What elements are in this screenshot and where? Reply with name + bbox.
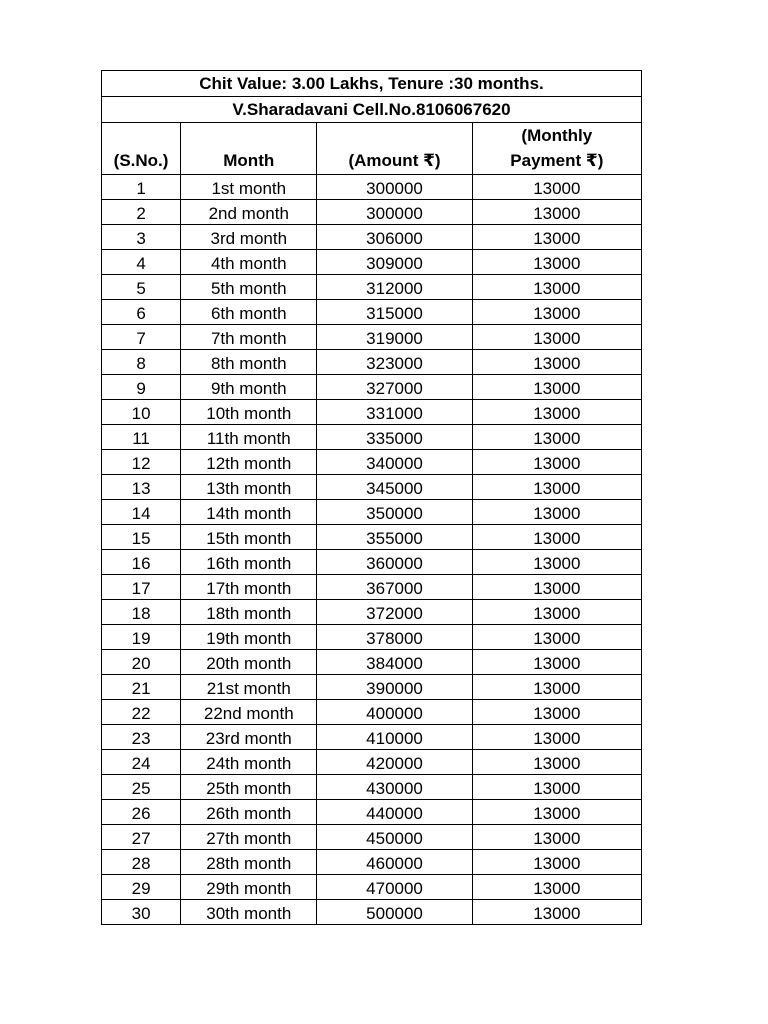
cell-month: 24th month — [181, 750, 317, 775]
cell-monthly-payment: 13000 — [472, 175, 641, 200]
cell-monthly-payment: 13000 — [472, 825, 641, 850]
title-row — [102, 71, 642, 97]
cell-monthly-payment: 13000 — [472, 400, 641, 425]
cell-sno: 8 — [102, 350, 181, 375]
cell-amount: 350000 — [317, 500, 472, 525]
cell-monthly-payment: 13000 — [472, 600, 641, 625]
table-row — [102, 575, 642, 600]
cell-sno: 2 — [102, 200, 181, 225]
cell-sno: 27 — [102, 825, 181, 850]
table-row — [102, 900, 642, 925]
cell-amount: 315000 — [317, 300, 472, 325]
table-row — [102, 175, 642, 200]
cell-monthly-payment: 13000 — [472, 725, 641, 750]
table-row — [102, 500, 642, 525]
cell-sno: 6 — [102, 300, 181, 325]
cell-monthly-payment: 13000 — [472, 875, 641, 900]
table-row — [102, 225, 642, 250]
cell-amount: 355000 — [317, 525, 472, 550]
cell-amount: 384000 — [317, 650, 472, 675]
cell-monthly-payment: 13000 — [472, 325, 641, 350]
cell-sno: 28 — [102, 850, 181, 875]
cell-month: 25th month — [181, 775, 317, 800]
cell-monthly-payment: 13000 — [472, 750, 641, 775]
table-row — [102, 350, 642, 375]
table-row — [102, 550, 642, 575]
table-row — [102, 700, 642, 725]
cell-sno: 17 — [102, 575, 181, 600]
table-row — [102, 300, 642, 325]
table-row — [102, 400, 642, 425]
cell-monthly-payment: 13000 — [472, 775, 641, 800]
table-row — [102, 875, 642, 900]
table-row — [102, 775, 642, 800]
cell-monthly-payment: 13000 — [472, 425, 641, 450]
cell-monthly-payment: 13000 — [472, 475, 641, 500]
table-row — [102, 450, 642, 475]
cell-month: 30th month — [181, 900, 317, 925]
cell-amount: 331000 — [317, 400, 472, 425]
cell-sno: 4 — [102, 250, 181, 275]
cell-month: 4th month — [181, 250, 317, 275]
cell-month: 29th month — [181, 875, 317, 900]
cell-month: 12th month — [181, 450, 317, 475]
cell-monthly-payment: 13000 — [472, 300, 641, 325]
cell-amount: 430000 — [317, 775, 472, 800]
table-row — [102, 725, 642, 750]
table-row — [102, 600, 642, 625]
cell-amount: 460000 — [317, 850, 472, 875]
table-row — [102, 750, 642, 775]
cell-amount: 470000 — [317, 875, 472, 900]
header-payment-line-2: Payment ₹) — [510, 151, 604, 170]
cell-sno: 10 — [102, 400, 181, 425]
cell-monthly-payment: 13000 — [472, 900, 641, 925]
cell-monthly-payment: 13000 — [472, 225, 641, 250]
cell-sno: 11 — [102, 425, 181, 450]
cell-monthly-payment: 13000 — [472, 525, 641, 550]
cell-month: 7th month — [181, 325, 317, 350]
cell-month: 26th month — [181, 800, 317, 825]
table-row — [102, 825, 642, 850]
cell-sno: 5 — [102, 275, 181, 300]
cell-monthly-payment: 13000 — [472, 675, 641, 700]
header-sno: (S.No.) — [102, 123, 181, 175]
cell-amount: 367000 — [317, 575, 472, 600]
cell-month: 11th month — [181, 425, 317, 450]
cell-month: 1st month — [181, 175, 317, 200]
table-row — [102, 850, 642, 875]
header-monthly-payment — [472, 123, 641, 175]
cell-amount: 345000 — [317, 475, 472, 500]
cell-month: 17th month — [181, 575, 317, 600]
contact-row — [102, 97, 642, 123]
cell-sno: 30 — [102, 900, 181, 925]
cell-month: 19th month — [181, 625, 317, 650]
cell-monthly-payment: 13000 — [472, 200, 641, 225]
cell-monthly-payment: 13000 — [472, 275, 641, 300]
cell-sno: 20 — [102, 650, 181, 675]
header-payment-line-1: (Monthly — [521, 126, 593, 145]
table-row — [102, 425, 642, 450]
table-row — [102, 525, 642, 550]
cell-amount: 360000 — [317, 550, 472, 575]
cell-sno: 21 — [102, 675, 181, 700]
cell-sno: 26 — [102, 800, 181, 825]
cell-month: 20th month — [181, 650, 317, 675]
cell-sno: 24 — [102, 750, 181, 775]
table-row — [102, 625, 642, 650]
cell-amount: 390000 — [317, 675, 472, 700]
cell-amount: 300000 — [317, 175, 472, 200]
cell-amount: 450000 — [317, 825, 472, 850]
cell-monthly-payment: 13000 — [472, 625, 641, 650]
header-month: Month — [181, 123, 317, 175]
cell-amount: 372000 — [317, 600, 472, 625]
table-row — [102, 375, 642, 400]
cell-sno: 18 — [102, 600, 181, 625]
table-row — [102, 275, 642, 300]
cell-sno: 9 — [102, 375, 181, 400]
table-row — [102, 200, 642, 225]
cell-sno: 13 — [102, 475, 181, 500]
table-row — [102, 800, 642, 825]
column-header-row — [102, 123, 642, 175]
cell-monthly-payment: 13000 — [472, 350, 641, 375]
cell-month: 13th month — [181, 475, 317, 500]
cell-amount: 323000 — [317, 350, 472, 375]
cell-month: 10th month — [181, 400, 317, 425]
cell-sno: 3 — [102, 225, 181, 250]
chit-schedule-table — [101, 70, 642, 925]
cell-month: 22nd month — [181, 700, 317, 725]
cell-amount: 309000 — [317, 250, 472, 275]
cell-month: 16th month — [181, 550, 317, 575]
cell-sno: 14 — [102, 500, 181, 525]
cell-monthly-payment: 13000 — [472, 650, 641, 675]
cell-amount: 420000 — [317, 750, 472, 775]
cell-monthly-payment: 13000 — [472, 375, 641, 400]
cell-sno: 25 — [102, 775, 181, 800]
cell-amount: 312000 — [317, 275, 472, 300]
cell-amount: 335000 — [317, 425, 472, 450]
cell-amount: 319000 — [317, 325, 472, 350]
cell-monthly-payment: 13000 — [472, 500, 641, 525]
table-row — [102, 650, 642, 675]
cell-amount: 378000 — [317, 625, 472, 650]
table-row — [102, 325, 642, 350]
cell-monthly-payment: 13000 — [472, 250, 641, 275]
table-row — [102, 250, 642, 275]
cell-month: 2nd month — [181, 200, 317, 225]
cell-monthly-payment: 13000 — [472, 550, 641, 575]
cell-month: 6th month — [181, 300, 317, 325]
cell-monthly-payment: 13000 — [472, 800, 641, 825]
cell-month: 23rd month — [181, 725, 317, 750]
cell-monthly-payment: 13000 — [472, 450, 641, 475]
cell-month: 18th month — [181, 600, 317, 625]
cell-sno: 29 — [102, 875, 181, 900]
table-row — [102, 475, 642, 500]
cell-sno: 16 — [102, 550, 181, 575]
cell-sno: 1 — [102, 175, 181, 200]
cell-amount: 500000 — [317, 900, 472, 925]
cell-month: 28th month — [181, 850, 317, 875]
cell-amount: 327000 — [317, 375, 472, 400]
cell-month: 5th month — [181, 275, 317, 300]
cell-month: 9th month — [181, 375, 317, 400]
header-amount: (Amount ₹) — [317, 123, 472, 175]
cell-monthly-payment: 13000 — [472, 850, 641, 875]
cell-month: 14th month — [181, 500, 317, 525]
cell-amount: 306000 — [317, 225, 472, 250]
cell-month: 8th month — [181, 350, 317, 375]
cell-sno: 19 — [102, 625, 181, 650]
cell-month: 3rd month — [181, 225, 317, 250]
contact-title: V.Sharadavani Cell.No.8106067620 — [102, 97, 642, 123]
cell-sno: 22 — [102, 700, 181, 725]
chit-value-title: Chit Value: 3.00 Lakhs, Tenure :30 months. — [102, 71, 642, 97]
cell-amount: 440000 — [317, 800, 472, 825]
cell-amount: 410000 — [317, 725, 472, 750]
cell-sno: 7 — [102, 325, 181, 350]
cell-monthly-payment: 13000 — [472, 700, 641, 725]
cell-month: 15th month — [181, 525, 317, 550]
cell-sno: 15 — [102, 525, 181, 550]
cell-month: 27th month — [181, 825, 317, 850]
cell-month: 21st month — [181, 675, 317, 700]
cell-sno: 12 — [102, 450, 181, 475]
cell-sno: 23 — [102, 725, 181, 750]
table-row — [102, 675, 642, 700]
cell-amount: 340000 — [317, 450, 472, 475]
cell-amount: 400000 — [317, 700, 472, 725]
cell-amount: 300000 — [317, 200, 472, 225]
cell-monthly-payment: 13000 — [472, 575, 641, 600]
